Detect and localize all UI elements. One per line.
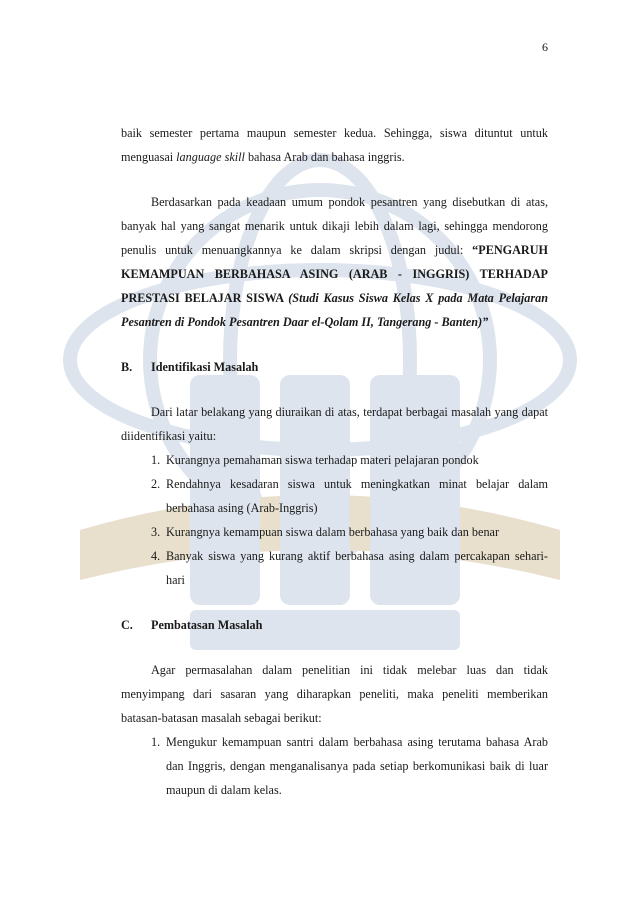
paragraph-line-prefix: menguasai: [121, 150, 177, 164]
italic-term: language skill: [176, 150, 245, 164]
section-intro: Agar permasalahan dalam penelitian ini tidak melebar luas dan tidak menyimpang dari sasaran yang diharapkan peneliti, maka peneliti memberikan batasan-batasan masalah sebagai berikut:: [121, 663, 548, 725]
body-text: [121, 121, 548, 802]
list-item: 3. Kurangnya kemampuan siswa dalam berbahasa yang baik dan benar: [151, 525, 500, 539]
list-item: 2. Rendahnya kesadaran siswa untuk meningkatkan minat belajar dalam berbahasa asing (Arab-Inggris): [151, 477, 548, 515]
section-heading-b: [121, 355, 548, 379]
paragraph-line-suffix: bahasa Arab dan bahasa inggris.: [244, 150, 405, 164]
section-title: Identifikasi Masalah: [151, 360, 259, 374]
problem-list: [121, 448, 548, 592]
list-item: 4. Banyak siswa yang kurang aktif berbahasa asing dalam percakapan sehari-hari: [151, 549, 548, 587]
paragraph-research-title: [121, 190, 548, 334]
section-title: Pembatasan Masalah: [151, 618, 263, 632]
list-item: 1. Mengukur kemampuan santri dalam berbahasa asing terutama bahasa Arab dan Inggris, dengan menganalisanya pada setiap berkomunikasi baik di luar maupun di dalam kelas.: [151, 735, 548, 797]
research-title-bold: “PENGARUH KEMAMPUAN BERBAHASA ASING (ARAB - INGGRIS) TERHADAP PRESTASI BELAJAR SISWA: [121, 243, 548, 305]
paragraph-continuation: [121, 121, 548, 169]
limitation-list: [121, 730, 548, 802]
research-title-italic: (Studi Kasus Siswa Kelas X pada Mata Pelajaran Pesantren di Pondok Pesantren Daar el-Qolam II, Tangerang - Banten)”: [121, 291, 548, 329]
section-intro: Dari latar belakang yang diuraikan di atas, terdapat berbagai masalah yang dapat diidentifikasi yaitu:: [121, 405, 548, 443]
section-heading-c: [121, 613, 548, 637]
paragraph-line: baik semester pertama maupun semester kedua. Sehingga, siswa dituntut untuk: [121, 126, 548, 140]
section-letter: C.: [121, 618, 133, 632]
paragraph-text: Berdasarkan pada keadaan umum pondok pesantren yang disebutkan di atas, banyak hal yang sangat menarik untuk dikaji lebih dalam lagi, sehingga mendorong penulis untuk menuangkannya ke dalam skripsi dengan judul:: [121, 195, 548, 257]
page-number: 6: [542, 40, 548, 54]
section-letter: B.: [121, 360, 133, 374]
list-item: 1. Kurangnya pemahaman siswa terhadap materi pelajaran pondok: [151, 453, 479, 467]
